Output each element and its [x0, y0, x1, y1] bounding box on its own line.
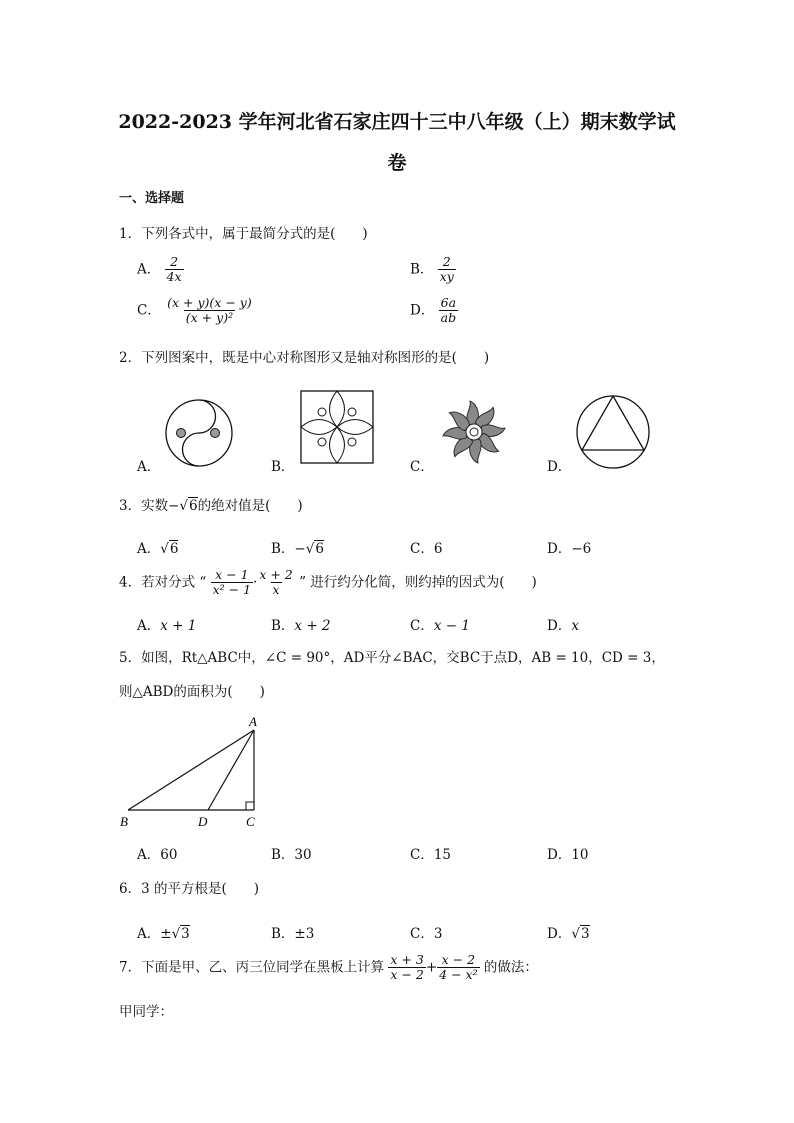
plus-minus-sign: ±	[160, 926, 172, 942]
denominator: ab	[440, 310, 457, 326]
numerator: x + 3	[390, 952, 424, 967]
denominator: x − 2	[390, 967, 424, 983]
denominator: xy	[439, 269, 454, 285]
q3-option-a	[137, 537, 178, 557]
question-3-stem	[119, 494, 303, 514]
q4-option-d	[547, 614, 579, 634]
denominator: 4 − x²	[439, 967, 478, 983]
minus-sign: −	[168, 498, 180, 514]
q4-option-b	[271, 614, 331, 634]
q1-option-c	[137, 296, 254, 326]
q2-option-c-label: C．	[410, 459, 434, 475]
stem-text: 4．若对分式 “	[119, 574, 207, 591]
fraction	[165, 296, 254, 326]
option-label: A．	[137, 618, 161, 634]
option-value: x + 1	[160, 618, 197, 634]
stem-text: ” 进行约分化简，则约掉的因式为( )	[299, 574, 537, 591]
option-label: C．	[410, 618, 434, 634]
option-label: D．	[547, 618, 572, 634]
student-label: 甲同学：	[119, 1004, 173, 1020]
question-6-stem: 6．3 的平方根是( )	[119, 881, 260, 897]
vertex-label-a: A	[249, 714, 257, 729]
q3-option-c: C．6	[410, 541, 443, 557]
minus-sign: −	[294, 541, 306, 557]
option-value: x	[571, 618, 579, 634]
radical-sign: √	[571, 926, 580, 942]
radicand: 6	[169, 541, 179, 557]
q2-option-a-label: A．	[137, 459, 161, 475]
option-label: D．	[410, 302, 435, 319]
q6-option-a	[137, 922, 190, 942]
radical-sign: √	[160, 541, 169, 557]
option-label: A．	[137, 926, 161, 942]
option-value: x + 2	[294, 618, 331, 634]
question-1-stem: 1．下列各式中，属于最简分式的是( )	[119, 226, 368, 242]
numerator: x − 2	[441, 952, 476, 967]
vertex-label-d: D	[198, 814, 208, 829]
q5-option-b: B．30	[271, 847, 312, 863]
q1-option-a	[137, 255, 184, 285]
fraction	[438, 255, 456, 285]
yin-yang-figure	[164, 398, 234, 468]
denominator: 4x	[166, 269, 182, 285]
option-label: B．	[410, 261, 434, 278]
numerator: x − 1	[215, 567, 249, 582]
q4-option-c	[410, 614, 470, 634]
radicand: 6	[315, 541, 324, 557]
fraction	[388, 953, 425, 983]
fraction	[437, 953, 479, 983]
denominator: x² − 1	[212, 582, 252, 598]
square-petal-figure	[300, 390, 374, 464]
option-value: x − 1	[433, 618, 470, 634]
stem-text: 的做法：	[483, 959, 538, 976]
q2-option-d-label: D．	[547, 459, 572, 475]
question-4-stem	[119, 568, 537, 598]
radical-sign: √	[305, 541, 315, 557]
stem-text: 7．下面是甲、乙、丙三位同学在黑板上计算	[119, 959, 385, 976]
question-7-stem	[119, 953, 538, 983]
option-label: D．	[547, 926, 572, 942]
q1-option-d	[410, 296, 458, 326]
radicand: 6	[189, 498, 198, 514]
plus-sign: +	[425, 959, 438, 976]
stem-text: 的绝对值是( )	[197, 498, 303, 514]
numerator: 2	[170, 254, 179, 269]
radicand: 3	[181, 926, 190, 942]
option-label: A．	[137, 541, 161, 557]
fraction	[257, 568, 294, 598]
denominator: x	[272, 582, 280, 598]
multiply-dot: ·	[253, 574, 258, 591]
question-5-line-2: 则△ABD的面积为( )	[119, 684, 265, 700]
q6-option-d	[547, 922, 590, 942]
fraction	[211, 568, 253, 598]
fraction	[165, 255, 184, 285]
q4-option-a	[137, 614, 196, 634]
q3-option-d: D．−6	[547, 541, 592, 557]
q5-option-a: A．60	[137, 847, 178, 863]
option-label: B．	[271, 618, 295, 634]
circle-triangle-figure	[575, 394, 651, 470]
q2-option-b-label: B．	[271, 459, 295, 475]
radicand: 3	[580, 926, 590, 942]
question-5-line-1: 5．如图，Rt△ABC中，∠C = 90°，AD平分∠BAC，交BC于点D，AB = 10，CD = 3，	[119, 650, 665, 666]
radical-sign: √	[171, 926, 181, 942]
option-label: A．	[137, 261, 161, 278]
page-title: 2022-2023 学年河北省石家庄四十三中八年级（上）期末数学试	[118, 111, 676, 133]
pinwheel-flower-figure	[440, 398, 508, 466]
numerator: 6a	[440, 295, 457, 310]
section-heading: 一、选择题	[119, 191, 185, 206]
q5-option-c: C．15	[410, 847, 452, 863]
page-title-continued: 卷	[387, 152, 407, 174]
numerator: 2	[442, 254, 451, 269]
numerator: x + 2	[259, 567, 293, 582]
denominator: (x + y)²	[185, 310, 234, 326]
vertex-label-b: B	[120, 814, 128, 829]
numerator: (x + y)(x − y)	[167, 295, 252, 310]
q5-option-d: D．10	[547, 847, 589, 863]
q6-option-c: C．3	[410, 926, 443, 942]
q6-option-b: B．±3	[271, 926, 315, 942]
fraction	[439, 296, 458, 326]
radical-sign: √	[179, 498, 189, 514]
vertex-label-c: C	[246, 814, 255, 829]
question-2-stem: 2．下列图案中，既是中心对称图形又是轴对称图形的是( )	[119, 350, 490, 366]
option-label: B．	[271, 541, 295, 557]
right-triangle-figure	[118, 714, 268, 832]
option-label: C．	[137, 302, 161, 319]
stem-text: 3．实数	[119, 498, 169, 514]
q3-option-b	[271, 537, 324, 557]
q1-option-b	[410, 255, 456, 285]
